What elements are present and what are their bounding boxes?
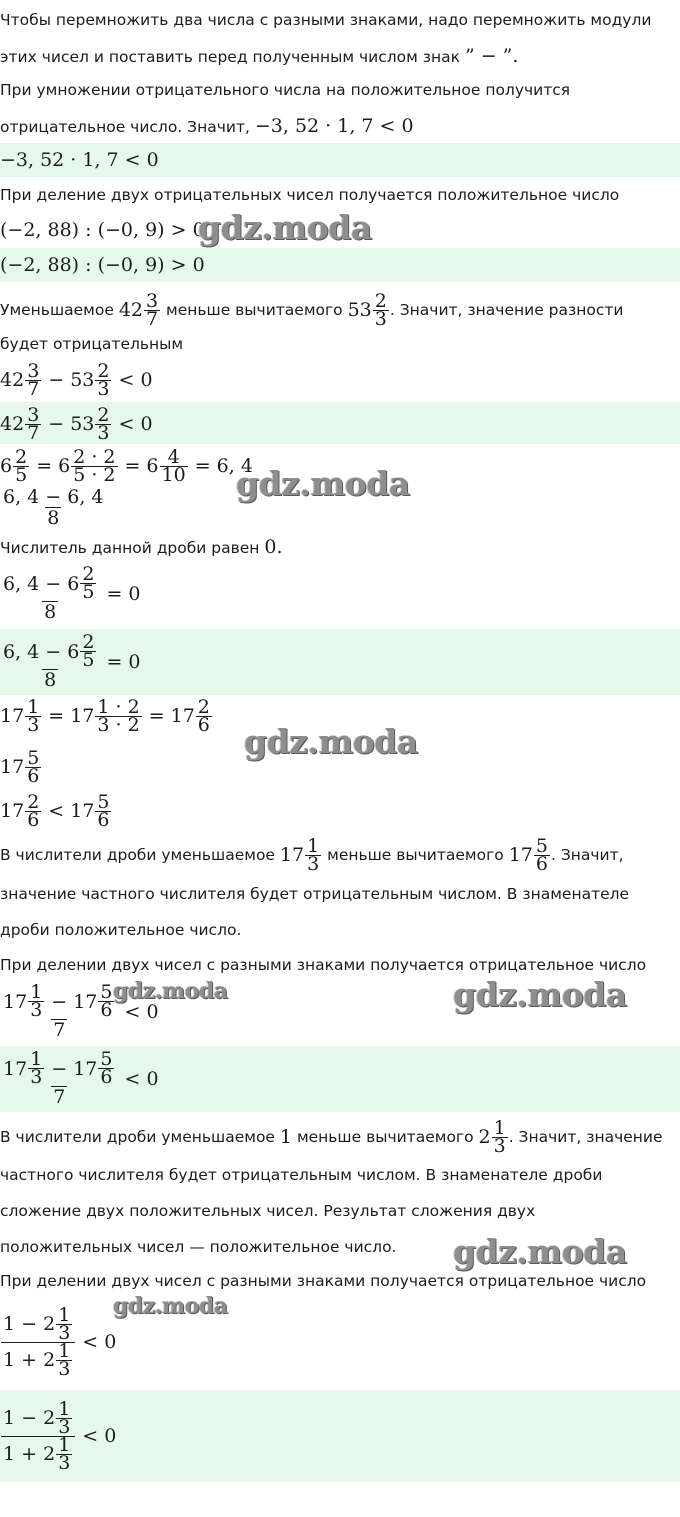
math-expression: = 6, 4 (194, 455, 253, 477)
numerator: 5 (27, 746, 40, 769)
denominator: 5 (82, 581, 95, 603)
numerator: 2 (97, 359, 110, 382)
fraction (56, 1433, 72, 1474)
math-inline: 0. (264, 536, 283, 558)
paragraph-text: меньше вычитаемого (296, 1128, 474, 1146)
numerator: 4 (167, 445, 180, 468)
math-expression: 1 + 2 (3, 1443, 56, 1465)
denominator: 6 (100, 999, 113, 1021)
denominator: 7 (27, 421, 40, 444)
math-number: 42 (0, 413, 25, 435)
numerator: 1 (30, 1048, 43, 1070)
math-relation: < 0 (124, 1001, 159, 1023)
fraction (144, 289, 160, 330)
numerator: 1 (30, 981, 43, 1003)
fraction (25, 746, 41, 787)
numerator: 1 (58, 1303, 71, 1326)
fraction (56, 1397, 72, 1438)
denominator (1, 1433, 75, 1474)
math-operator: = (36, 455, 53, 477)
math-number: 53 (70, 413, 95, 435)
math-operator: − (51, 990, 68, 1013)
numerator: 3 (27, 403, 40, 426)
numerator: 2 (82, 563, 95, 585)
watermark: gdz.moda (113, 1293, 228, 1319)
denominator: 3 (97, 421, 110, 444)
numerator (1, 563, 99, 603)
numerator (1, 1303, 75, 1344)
math-line (0, 789, 112, 833)
fraction (373, 289, 389, 330)
math-inline: −3, 52 · 1, 7 < 0 (254, 115, 414, 137)
numerator (1, 1397, 75, 1438)
fraction (13, 445, 29, 486)
numerator: 1 (307, 834, 320, 857)
numerator: 2 (27, 790, 40, 813)
denominator: 5 (82, 649, 95, 671)
watermark: gdz.moda (453, 1232, 627, 1271)
fraction (98, 1048, 114, 1088)
numerator: 2 (197, 695, 210, 718)
numerator: 3 (27, 359, 40, 382)
math-relation: = 0 (106, 583, 141, 605)
paragraph-text: . Значит, значение разности (389, 301, 624, 319)
math-inline: 1 (279, 1126, 292, 1148)
math-sign: ” − ”. (464, 45, 519, 67)
math-inline: 42 (118, 299, 143, 321)
fraction (1, 487, 106, 528)
math-answer (0, 1046, 159, 1112)
numerator (1, 1048, 117, 1088)
math-inline: 17 (279, 844, 305, 866)
denominator: 3 (30, 999, 43, 1021)
fraction (80, 631, 96, 671)
denominator: 3 (58, 1451, 71, 1474)
paragraph-text: Уменьшаемое (0, 301, 114, 319)
denominator: 7 (53, 1086, 66, 1108)
numerator: 1 (58, 1433, 71, 1456)
denominator: 6 (27, 764, 40, 787)
denominator: 3 (58, 1357, 71, 1380)
math-expression: 1 + 2 (3, 1349, 56, 1371)
paragraph (0, 45, 518, 67)
paragraph-text: . Значит, значение (508, 1128, 663, 1146)
numerator: 1 (58, 1397, 71, 1420)
denominator: 6 (97, 808, 110, 831)
paragraph (0, 832, 624, 878)
fraction (1, 1048, 117, 1108)
math-operator: − (48, 413, 65, 435)
math-inline: 53 (347, 299, 372, 321)
paragraph-text: меньше вычитаемого (327, 846, 504, 864)
math-number: 17 (3, 990, 28, 1013)
denominator: 7 (146, 307, 159, 330)
numerator: 1 · 2 (97, 695, 140, 718)
numerator: 2 (97, 403, 110, 426)
denominator: 3 (58, 1321, 71, 1344)
math-number: 17 (73, 990, 98, 1013)
paragraph: При делении двух чисел с разными знаками получается отрицательное число (0, 1272, 647, 1290)
paragraph: Чтобы перемножить два числа с разными знаками, надо перемножить модули (0, 11, 652, 29)
denominator: 6 (100, 1066, 113, 1088)
math-operator: = (148, 705, 165, 727)
numerator: 1 (27, 695, 40, 718)
denominator: 3 (27, 713, 40, 736)
math-expression: 1 − 2 (3, 1313, 56, 1335)
math-number: 17 (70, 800, 95, 822)
numerator: 5 (97, 790, 110, 813)
math-number: 17 (0, 705, 25, 727)
denominator (1, 1339, 75, 1380)
numerator: 2 (15, 445, 28, 468)
denominator: 3 (493, 1134, 506, 1157)
paragraph: сложение двух положительных чисел. Результат сложения двух (0, 1202, 536, 1220)
math-number: 17 (170, 705, 195, 727)
paragraph: положительных чисел — положительное число. (0, 1238, 397, 1256)
paragraph (0, 115, 414, 137)
math-expression: (−2, 88) : (−0, 9) > 0 (0, 219, 205, 241)
math-answer (0, 149, 159, 171)
math-number: 17 (3, 1057, 28, 1080)
denominator: 3 (30, 1066, 43, 1088)
math-number: 17 (0, 800, 25, 822)
watermark: gdz.moda (236, 464, 410, 503)
denominator: 5 · 2 (73, 463, 116, 486)
math-answer (0, 628, 141, 696)
denominator: 7 (53, 1019, 66, 1041)
math-answer (0, 254, 205, 276)
math-inline: 17 (508, 844, 533, 866)
math-number: 17 (70, 705, 95, 727)
paragraph-text: . Значит, (550, 846, 624, 864)
fraction (1, 563, 99, 623)
math-expression: −3, 52 · 1, 7 < 0 (0, 149, 159, 171)
denominator: 8 (44, 669, 57, 691)
math-relation: < 0 (82, 1425, 117, 1447)
paragraph (0, 1114, 663, 1160)
fraction (95, 359, 111, 400)
numerator: 6, 4 − 6, 4 (3, 485, 104, 508)
numerator: 1 (58, 1339, 71, 1362)
paragraph: дроби положительное число. (0, 921, 242, 939)
math-relation: < (48, 800, 65, 822)
math-number: 17 (0, 756, 25, 778)
math-line (0, 1296, 116, 1388)
denominator: 8 (47, 506, 60, 529)
math-number: 6 (0, 455, 13, 477)
math-number: 17 (73, 1057, 98, 1080)
denominator: 3 (374, 307, 387, 330)
paragraph-text: Числитель данной дроби равен (0, 539, 260, 557)
math-line (0, 694, 213, 738)
fraction (28, 981, 44, 1021)
math-line (0, 745, 42, 789)
fraction (56, 1339, 72, 1380)
paragraph-text: В числители дроби уменьшаемое (0, 1128, 275, 1146)
fraction (534, 834, 550, 875)
fraction (1, 631, 99, 691)
fraction (25, 695, 41, 736)
numerator: 5 (100, 981, 113, 1003)
math-line (0, 444, 253, 488)
numerator (1, 981, 117, 1021)
math-relation: < 0 (118, 369, 153, 391)
fraction (1, 1303, 75, 1380)
math-number: 53 (70, 369, 95, 391)
denominator: 10 (161, 463, 186, 486)
fraction (95, 790, 111, 831)
denominator: 6 (197, 713, 210, 736)
paragraph (0, 280, 623, 340)
math-operator: − (51, 1057, 68, 1080)
watermark: gdz.moda (113, 978, 228, 1004)
math-relation: = 0 (106, 651, 141, 673)
math-relation: < 0 (82, 1331, 117, 1353)
fraction (1, 1397, 75, 1474)
math-relation: < 0 (118, 413, 153, 435)
watermark: gdz.moda (198, 208, 372, 247)
math-expression: 1 − 2 (3, 1407, 56, 1429)
denominator: 8 (44, 601, 57, 623)
numerator: 2 (82, 631, 95, 653)
math-operator: = (124, 455, 141, 477)
fraction (71, 445, 117, 486)
math-relation: < 0 (124, 1068, 159, 1090)
math-answer (0, 1390, 116, 1482)
math-inline: 2 (478, 1126, 491, 1148)
numerator: 5 (100, 1048, 113, 1070)
math-number: 6 (146, 455, 159, 477)
denominator: 3 (307, 852, 320, 875)
denominator: 6 (535, 852, 548, 875)
fraction (56, 1303, 72, 1344)
fraction (492, 1116, 508, 1157)
denominator: 6 (27, 808, 40, 831)
fraction (196, 695, 212, 736)
denominator: 3 (97, 377, 110, 400)
math-line (0, 219, 205, 241)
fraction (305, 834, 321, 875)
math-expression: 6, 4 − 6 (3, 640, 80, 663)
paragraph: частного числителя будет отрицательным числом. В знаменателе дроби (0, 1166, 603, 1184)
fraction (80, 563, 96, 603)
numerator: 1 (493, 1116, 506, 1139)
denominator: 5 (15, 463, 28, 486)
paragraph: При деление двух отрицательных чисел получается положительное число (0, 186, 620, 204)
math-expression: 6, 4 − 6 (3, 572, 80, 595)
denominator: 3 · 2 (97, 713, 140, 736)
numerator: 2 (374, 289, 387, 312)
paragraph-text: этих чисел и поставить перед полученным числом знак (0, 48, 461, 66)
numerator: 2 · 2 (73, 445, 116, 468)
paragraph-text: меньше вычитаемого (166, 301, 343, 319)
fraction (1, 981, 117, 1041)
fraction (28, 1048, 44, 1088)
paragraph: При делении двух чисел с разными знаками получается отрицательное число (0, 956, 647, 974)
math-answer (0, 402, 153, 446)
fraction (25, 790, 41, 831)
fraction (160, 445, 188, 486)
math-operator: = (48, 705, 65, 727)
paragraph: будет отрицательным (0, 335, 184, 353)
fraction (95, 403, 111, 444)
math-number: 42 (0, 369, 25, 391)
math-line (0, 484, 107, 530)
fraction (95, 695, 141, 736)
paragraph-text: отрицательное число. Значит, (0, 118, 250, 136)
paragraph-text: В числители дроби уменьшаемое (0, 846, 275, 864)
numerator: 3 (146, 289, 159, 312)
fraction (25, 359, 41, 400)
math-number: 6 (58, 455, 71, 477)
paragraph (0, 536, 283, 558)
math-expression: (−2, 88) : (−0, 9) > 0 (0, 254, 205, 276)
denominator: 7 (27, 377, 40, 400)
fraction (25, 403, 41, 444)
numerator: 5 (535, 834, 548, 857)
math-line (0, 560, 141, 628)
watermark: gdz.moda (244, 722, 418, 761)
math-line (0, 358, 153, 402)
denominator: 3 (58, 1415, 71, 1438)
watermark: gdz.moda (453, 975, 627, 1014)
numerator (1, 631, 99, 671)
math-operator: − (48, 369, 65, 391)
paragraph: При умножении отрицательного числа на положительное получится (0, 81, 571, 99)
paragraph: значение частного числителя будет отрицательным числом. В знаменателе (0, 885, 630, 903)
